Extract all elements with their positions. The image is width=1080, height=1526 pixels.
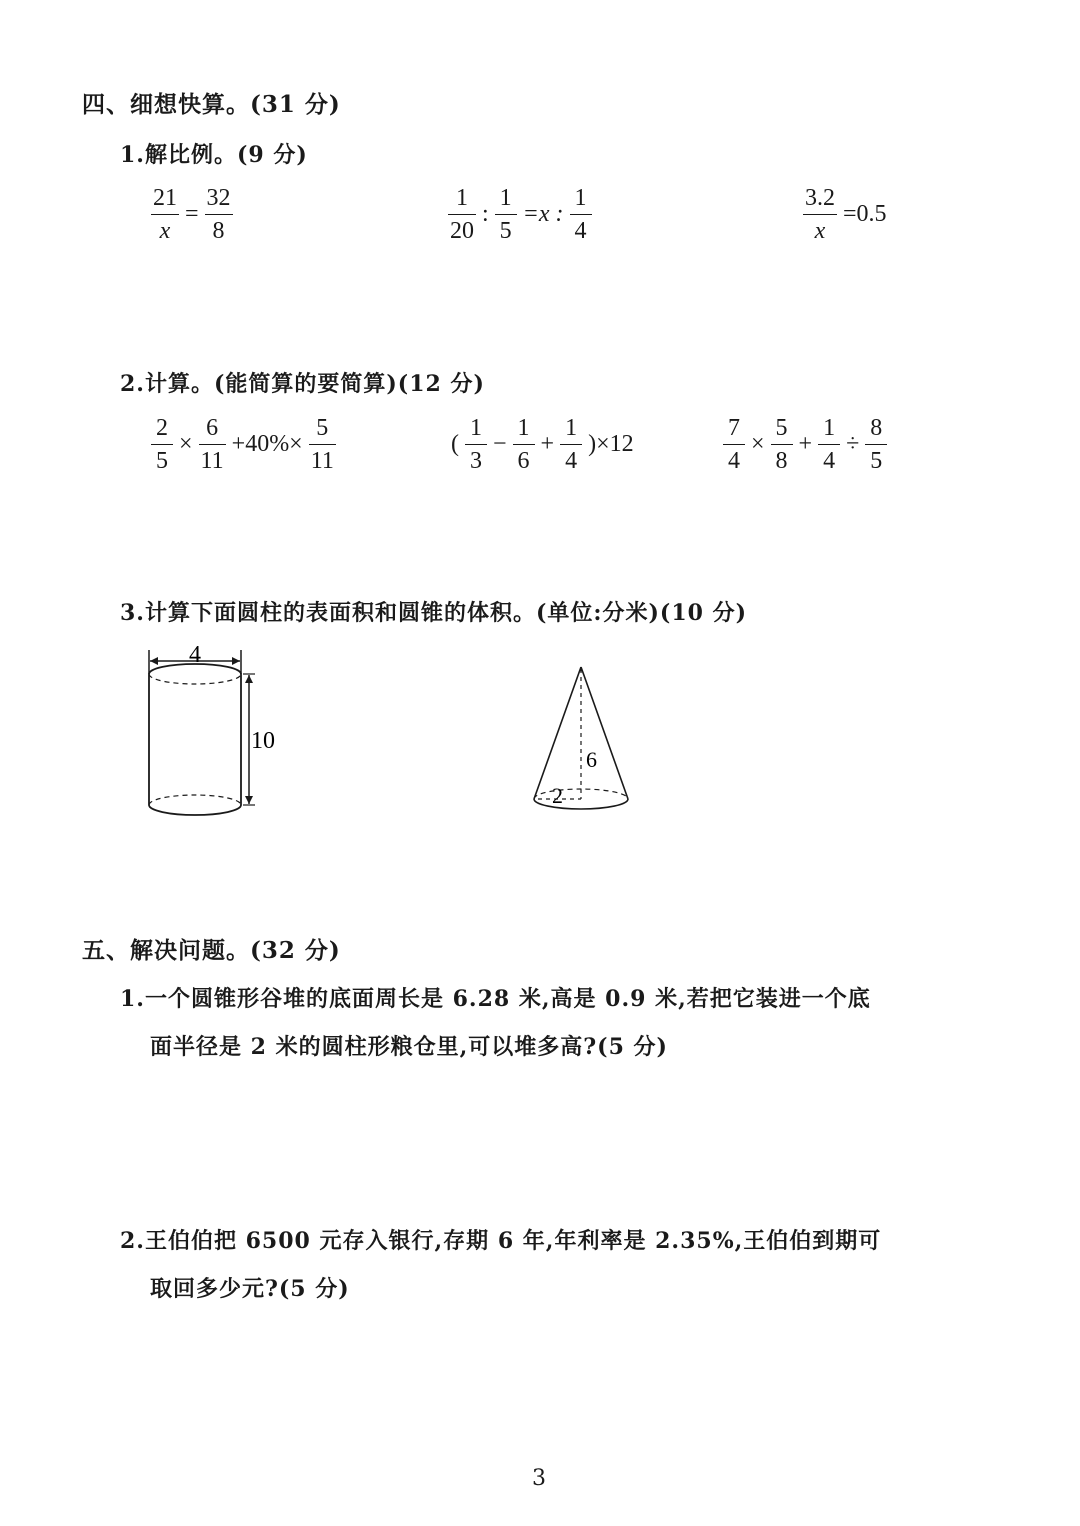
cone-height-label: 6 [586,747,597,772]
problem-1-line-2: 面半径是 2 米的圆柱形粮仓里,可以堆多高?(5 分) [150,1034,668,1060]
fraction: $\frac{1}{5}$ [495,184,517,245]
q2-expression-3: $\frac{7}{4}$ × $\frac{5}{8}$ + $\frac{1}{4}$ ÷ $\frac{8}{5}$ [720,414,890,475]
fraction: $\frac{32}{8}$ [206,185,231,244]
cylinder-diameter-label: 4 [189,642,201,668]
cylinder-diagram [140,640,300,830]
cylinder-bottom-front [149,805,241,815]
q1-equation-1: $\frac{21}{x}$ = $\frac{32}{8}$ [153,185,231,244]
fraction: $\frac{21}{x}$ [153,185,177,244]
cone-diagram [520,655,650,825]
q2-title: 2.计算。(能简算的要简算)(12 分) [120,371,485,397]
arrow-down-icon [245,796,253,804]
fraction: $\frac{1}{6}$ [513,414,535,475]
section-5-heading: 五、解决问题。(32 分) [82,937,341,964]
page-number: 3 [532,1466,546,1491]
section-4-heading: 四、细想快算。(31 分) [82,91,341,118]
fraction: $\frac{3.2}{x}$ [805,185,835,244]
fraction: $\frac{1}{4}$ [818,414,840,475]
q1-equation-3: $\frac{3.2}{x}$ =0.5 [805,185,887,244]
fraction: $\frac{1}{4}$ [560,414,582,475]
cone-side-left [534,667,581,799]
cylinder-bottom-back [149,795,241,805]
problem-1-line-1: 1.一个圆锥形谷堆的底面周长是 6.28 米,高是 0.9 米,若把它装进一个底 [120,986,871,1012]
cone-base-front [534,799,628,809]
cone-radius-label: 2 [552,783,563,808]
q1-title: 1.解比例。(9 分) [120,142,308,168]
fraction: $\frac{6}{11}$ [200,415,224,474]
fraction: $\frac{5}{11}$ [310,415,334,474]
fraction: $\frac{8}{5}$ [865,414,887,475]
q2-expression-2: ( $\frac{1}{3}$ − $\frac{1}{6}$ + $\frac{1}{4}$ )×12 [451,415,634,474]
fraction: $\frac{2}{5}$ [151,414,173,475]
q1-equation-2: $\frac{1}{20}$ : $\frac{1}{5}$ =x : $\frac{1}{4}$ [445,184,595,245]
arrow-right-icon [232,657,240,665]
problem-2-line-2: 取回多少元?(5 分) [150,1276,350,1302]
cylinder-top-front [149,674,241,684]
fraction: $\frac{1}{3}$ [465,414,487,475]
q2-expression-1: $\frac{2}{5}$ × $\frac{6}{11}$ +40%× $\frac{5}{11}$ [148,414,339,475]
fraction: $\frac{5}{8}$ [771,414,793,475]
cylinder-height-label: 10 [251,728,275,754]
arrow-left-icon [150,657,158,665]
arrow-up-icon [245,675,253,683]
q3-title: 3.计算下面圆柱的表面积和圆锥的体积。(单位:分米)(10 分) [120,600,748,626]
fraction: $\frac{7}{4}$ [723,414,745,475]
problem-2-line-1: 2.王伯伯把 6500 元存入银行,存期 6 年,年利率是 2.35%,王伯伯到期可 [120,1228,882,1254]
fraction: $\frac{1}{4}$ [570,184,592,245]
cone-side-right [581,667,628,799]
fraction: $\frac{1}{20}$ [450,185,474,244]
